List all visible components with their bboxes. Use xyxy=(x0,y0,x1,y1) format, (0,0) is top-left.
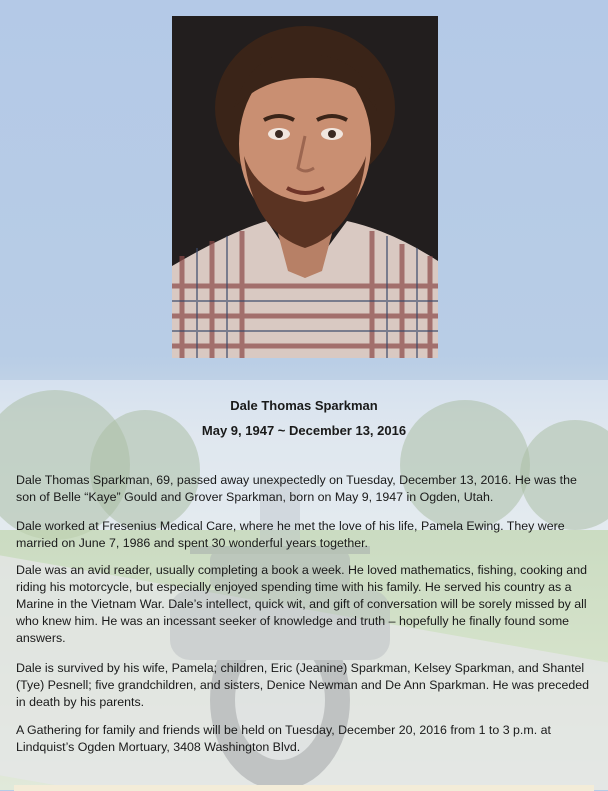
obituary-paragraph: A Gathering for family and friends will be held on Tuesday, December 20, 2016 from 1 to 3 p.m. at Lindquist’s Ogden Mortuary, 3408 Washington Blvd. xyxy=(16,723,551,754)
obituary-paragraph: Dale was an avid reader, usually completing a book a week. He loved mathematics, fishing, cooking and riding his motorcycle, but especially enjoyed spending time with his family. He served his country as a Marine in the Vietnam War. Dale’s intellect, quick wit, and gift of conversation will be sorely missed by all who knew him. He was an incessant seeker of knowledge and truth – hopefully he finally found some answers. xyxy=(16,563,587,645)
bottom-strip xyxy=(14,785,594,791)
obituary-dates: May 9, 1947 ~ December 13, 2016 xyxy=(201,423,407,438)
obituary-paragraph: Dale worked at Fresenius Medical Care, where he met the love of his life, Pamela Ewing. They were married on June 7, 1986 and spent 30 wonderful years together. xyxy=(16,519,565,550)
obituary-paragraph: Dale is survived by his wife, Pamela; children, Eric (Jeanine) Sparkman, Kelsey Sparkman, and Shantel (Tye) Pesnell; five grandchildren, and sisters, Denice Newman and De Ann Sparkman. He was preceded in death by his parents. xyxy=(16,661,590,709)
obituary-paragraph: Dale Thomas Sparkman, 69, passed away unexpectedly on Tuesday, December 13, 2016. He was the son of Belle “Kaye” Gould and Grover Sparkman, born on May 9, 1947 in Ogden, Utah. xyxy=(16,473,577,504)
obituary-name: Dale Thomas Sparkman xyxy=(230,398,378,413)
portrait-photo xyxy=(172,16,438,358)
portrait-image xyxy=(172,16,438,358)
